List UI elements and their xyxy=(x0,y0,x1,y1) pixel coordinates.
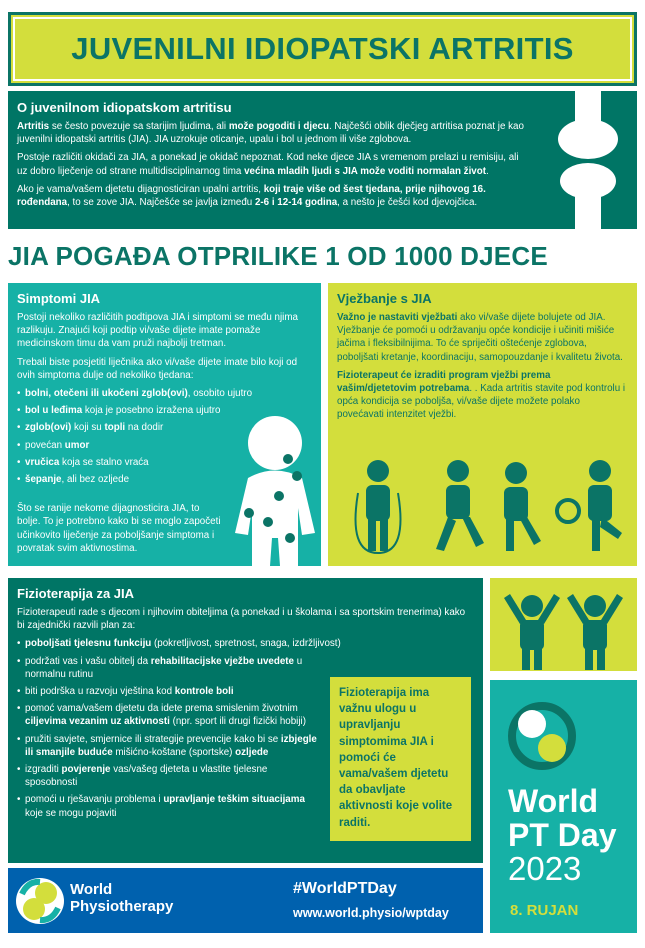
headline-statistic: JIA POGAĐA OTPRILIKE 1 OD 1000 DJECE xyxy=(8,241,548,271)
wptday-title xyxy=(508,784,616,852)
text-segment: Fizioterapeuti rade s djecom i njihovim obiteljima (a ponekad i u školama i sa sportskim trenerima) kako bi zajednički razvili plan za: xyxy=(17,607,466,632)
text-segment: koji su xyxy=(71,422,105,434)
text-segment: (pokretljivost, spretnost, snaga, izdržljivost) xyxy=(151,638,341,650)
emphasized-text: povjerenje xyxy=(61,764,111,776)
text-segment: mišićno-koštane (sportske) xyxy=(112,746,236,758)
website-link[interactable]: www.world.physio/wptday xyxy=(293,906,449,920)
emphasized-text: rehabilitacijske vježbe uvedete xyxy=(150,655,295,667)
symptoms-closing xyxy=(17,502,222,555)
symptoms-paragraph xyxy=(17,356,312,382)
hashtag: #WorldPTDay xyxy=(293,880,397,897)
text-segment: Što se ranije nekome dijagnosticira JIA, to bolje. To je potrebno kako bi se moglo započeti učinkovito liječenje za poboljšanje simptoma i povratak svim aktivnostima. xyxy=(17,503,221,554)
text-segment: vas/vašeg djeteta u vlastite tjelesne sposobnosti xyxy=(25,764,268,789)
text-segment: povećan xyxy=(25,439,65,451)
about-section xyxy=(8,91,637,229)
list-item xyxy=(17,702,332,728)
wptday-line2: PT Day xyxy=(508,817,617,853)
emphasized-text: kontrole boli xyxy=(174,686,234,698)
text-segment: . Najčešći oblik dječjeg artritisa poznat je kao juvenilni idiopatski artritis (JIA). JIA uzrokuje oticanje, upalu i bol u jednom ili više zglobova. xyxy=(17,121,524,146)
about-heading: O juvenilnom idiopatskom artritisu xyxy=(17,100,232,115)
list-item xyxy=(17,733,327,759)
list-item xyxy=(17,685,327,698)
text-segment: Postoji nekoliko različitih podtipova JIA i simptomi se među njima razlikuju. Znajući koji podtip vi/vaše dijete imate pomaže medicinskom timu da vam pruži najbolji tretman. xyxy=(17,312,298,350)
text-segment: biti podrška u razvoju vještina kod xyxy=(25,686,175,698)
text-segment: , osobito ujutro xyxy=(187,388,253,400)
wptday-year: 2023 xyxy=(508,850,582,887)
footer xyxy=(8,868,483,933)
text-segment: na dodir xyxy=(125,422,164,434)
exercise-heading: Vježbanje s JIA xyxy=(337,291,432,306)
about-paragraph xyxy=(17,120,527,146)
text-segment: u normalnu rutinu xyxy=(25,655,303,680)
list-item xyxy=(17,387,312,400)
list-item xyxy=(17,793,307,819)
text-segment: koja se stalno vraća xyxy=(59,456,149,468)
text-segment: Trebali biste posjetiti liječnika ako vi/vaše dijete imate bilo koji od ovih simptoma dulje od nekoliko tjedana: xyxy=(17,356,298,381)
text-segment: (npr. sport ili drugi fizički hobiji) xyxy=(169,716,306,728)
text-segment: . xyxy=(485,165,489,177)
emphasized-text: umor xyxy=(64,439,90,451)
physio-heading: Fizioterapija za JIA xyxy=(17,586,135,601)
emphasized-text: topli xyxy=(104,422,126,434)
emphasized-text: zglob(ovi) xyxy=(25,422,72,434)
logo-line1: World xyxy=(70,881,113,898)
emphasized-text: Važno je nastaviti vježbati xyxy=(337,312,458,323)
page-title: JUVENILNI IDIOPATSKI ARTRITIS xyxy=(71,31,574,66)
physio-intro xyxy=(17,606,474,632)
symptoms-paragraph xyxy=(17,311,312,351)
world-pt-day-panel xyxy=(490,680,637,933)
logo-line2: Physiotherapy xyxy=(70,898,174,915)
emphasized-text: može pogoditi i djecu xyxy=(228,121,329,132)
emphasized-text: koji traje više od šest tjedana, prije njihovog 16. rođendana xyxy=(17,183,486,209)
emphasized-text: ozljede xyxy=(235,746,269,758)
text-segment: pomoć vama/vašem djetetu da idete prema smislenim životnim xyxy=(25,703,298,715)
emphasized-text: vručica xyxy=(25,456,60,468)
text-segment: , to se zove JIA. Najčešće se javlja između xyxy=(67,197,255,209)
list-item xyxy=(17,763,317,789)
text-segment: koja je posebno izražena ujutro xyxy=(82,405,221,417)
text-segment: pružiti savjete, smjernice ili strategije prevencije kako bi se xyxy=(25,733,281,745)
physio-callout: Fizioterapija ima važnu ulogu u upravljanju simptomima JIA i pomoći će vama/vašem djetetu da obavljate aktivnosti koje volite raditi. xyxy=(330,677,471,841)
symptoms-heading: Simptomi JIA xyxy=(17,291,101,306)
emphasized-text: šepanje xyxy=(25,474,62,486)
symptoms-section xyxy=(8,283,321,566)
exercise-paragraph xyxy=(337,369,628,422)
exercising-children-icon xyxy=(338,453,628,558)
footer-logo-text xyxy=(70,881,173,915)
exercise-section xyxy=(328,283,637,566)
text-segment: . . Kada artritis stavite pod kontrolu i opća kondicija se poboljša, vi/vaše dijete možete polako povećavati intenzitet vježbi. xyxy=(337,383,626,421)
text-segment: , a nešto je češći kod djevojčica. xyxy=(337,197,478,209)
exercise-paragraph xyxy=(337,311,628,364)
emphasized-text: Artritis xyxy=(17,121,50,132)
emphasized-text: bolni, otečeni ili ukočeni zglob(ovi) xyxy=(25,388,188,400)
text-segment: se često povezuje sa starijim ljudima, ali xyxy=(49,121,229,132)
knee-joint-icon xyxy=(537,91,637,229)
emphasized-text: Fizioterapeut će izraditi program vježbi prema vašim/djetetovim potrebama xyxy=(337,369,551,395)
emphasized-text: bol u leđima xyxy=(25,405,83,417)
emphasized-text: poboljšati tjelesnu funkciju xyxy=(25,638,152,650)
list-item xyxy=(17,655,307,681)
wptday-date: 8. RUJAN xyxy=(510,902,579,919)
kids-panel xyxy=(490,578,637,671)
emphasized-text: izbjegle ili smanjile buduće xyxy=(25,733,317,758)
text-segment: ako vi/vaše dijete bolujete od JIA. Vježbanje će pomoći u održavanju opće kondicije i učiniti mišiće jačima i fleksibilnijima. To će spriječiti oštećenje zglobova, poboljšati kretanje, koordinaciju, samopouzdanje i kvalitetu života. xyxy=(337,312,623,363)
emphasized-text: upravljanje teškim situacijama xyxy=(163,794,305,806)
world-pt-day-logo-icon xyxy=(508,698,576,774)
list-item xyxy=(17,637,474,650)
title-banner xyxy=(8,12,637,86)
text-segment: , ali bez ozljede xyxy=(61,474,130,486)
text-segment: pomoći u rješavanju problema i xyxy=(25,794,164,806)
text-segment: izgraditi xyxy=(25,764,62,776)
about-paragraph xyxy=(17,151,527,177)
about-paragraph xyxy=(17,183,527,209)
cheering-children-icon xyxy=(490,578,637,671)
text-segment: Postoje različiti okidači za JIA, a ponekad je okidač nepoznat. Kod neke djece JIA s vremenom prelazi u remisiju, ali uz dobro liječenje od strane multidisciplinarnog tima xyxy=(17,152,519,177)
emphasized-text: većina mladih ljudi s JIA može voditi normalan život xyxy=(244,165,486,177)
text-segment: Ako je vama/vašem djetetu dijagnosticiran upalni artritis, xyxy=(17,183,264,195)
wptday-line1: World xyxy=(508,783,599,819)
world-physiotherapy-logo-icon xyxy=(14,876,66,926)
emphasized-text: 2-6 i 12-14 godina xyxy=(254,197,338,209)
emphasized-text: ciljevima vezanim uz aktivnosti xyxy=(25,716,170,728)
child-figure-icon xyxy=(230,413,320,566)
text-segment: podržati vas i vašu obitelj da xyxy=(25,655,151,667)
text-segment: koje se mogu pojaviti xyxy=(25,807,117,819)
